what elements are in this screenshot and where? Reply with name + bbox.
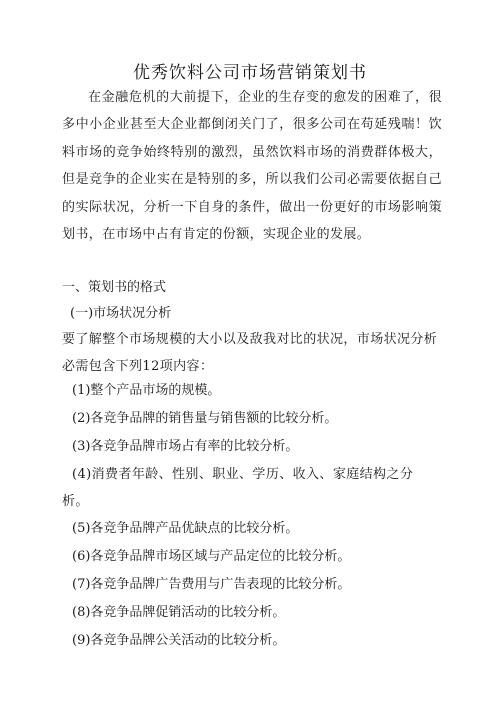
list-item: (1)整个产品市场的规模。 (72, 383, 221, 398)
list-item: (2)各竞争品牌的销售量与销售额的比较分析。 (72, 411, 338, 426)
section-heading: 一、策划书的格式 (62, 280, 167, 295)
list-item: (6)各竞争品牌市场区域与产品定位的比较分析。 (72, 549, 351, 564)
list-item: (8)各竞争品牌促销活动的比较分析。 (72, 605, 286, 620)
intro-paragraph: 在金融危机的大前提下，企业的生存变的愈发的困难了，很多中小企业甚至大企业都倒闭关门了，很多公司在苟延残喘！饮料市场的竞争始终特别的激烈，虽然饮料市场的消费群体极大，但是竞争的企业实在是特别的多，所以我们公司必需要依据自己的实际状况，分析一下自身的条件，做出一份更好的市场影响策划书，在市场中占有肯定的份额，实现企业的发展。 (62, 90, 442, 243)
list-item: (7)各竞争品牌广告费用与广告表现的比较分析。 (72, 577, 351, 592)
subsection-intro: 要了解整个市场规模的大小以及敌我对比的状况，市场状况分析必需包含下列12项内容： (62, 332, 438, 374)
list-item: (4)消费者年龄、性别、职业、学历、收入、家庭结构之分析。 (62, 467, 414, 509)
list-item: (3)各竞争品牌市场占有率的比较分析。 (72, 439, 299, 454)
page-title: 优秀饮料公司市场营销策划书 (133, 63, 367, 83)
list-item: (5)各竞争品牌产品优缺点的比较分析。 (72, 521, 299, 536)
subsection-heading: (一)市场状况分析 (70, 306, 172, 321)
list-item: (9)各竞争品牌公关活动的比较分析。 (72, 633, 286, 648)
